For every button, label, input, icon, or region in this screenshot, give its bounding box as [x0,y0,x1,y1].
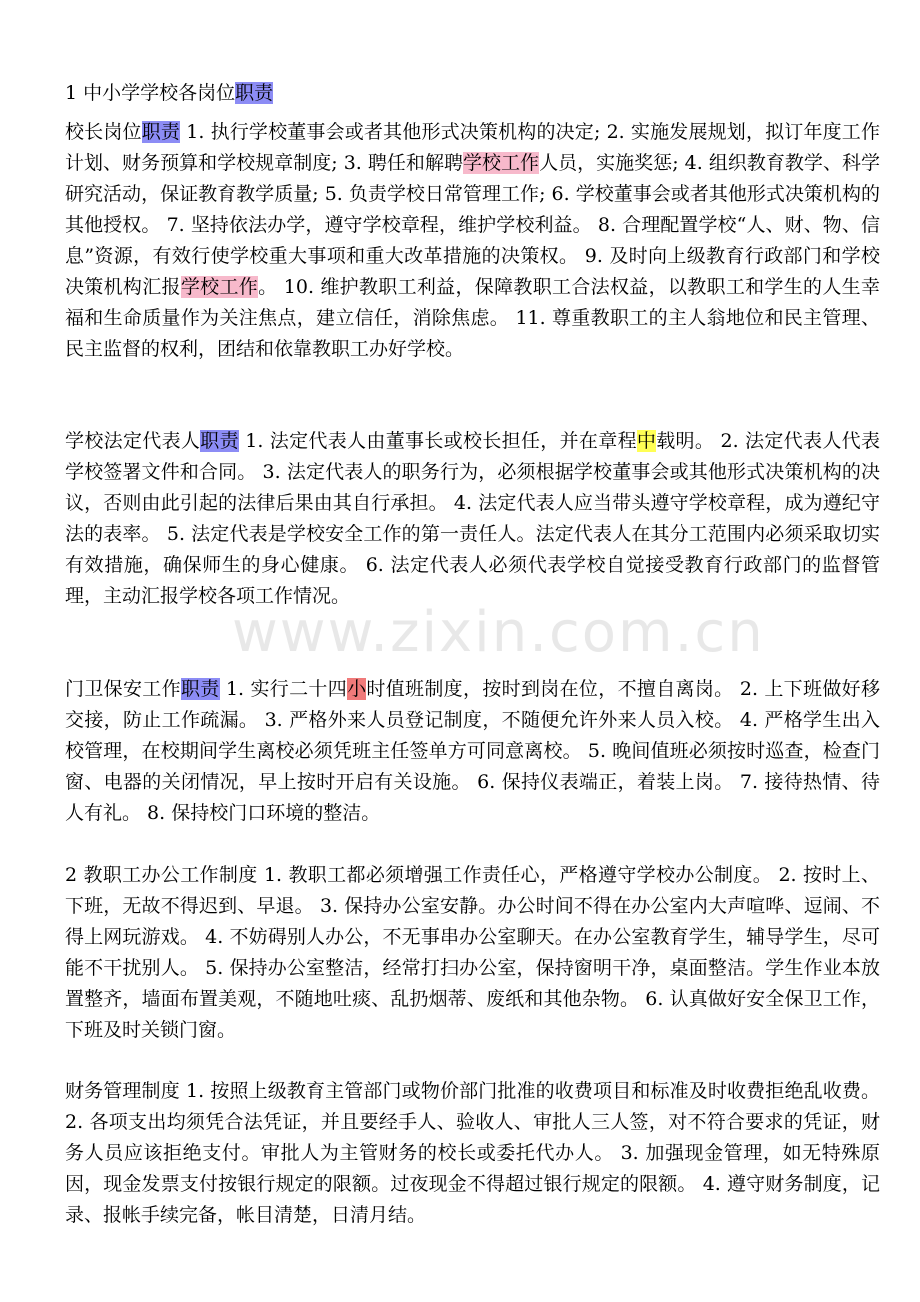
guard-highlight: 职责 [180,678,220,700]
heading-text: 中小学学校各岗位 [83,82,236,104]
guard-lead: 门卫保安工作 [65,678,181,700]
heading-number: 1 [65,82,78,104]
legal-rep-highlight: 职责 [200,430,239,452]
principal-text-2: 人员，实施奖惩; 4. 组织教育教学、科学研究活动，保证教育教学质量; 5. 负责学校日常管理工作; 6. 学校董事会或者其他形式决策机构的其他授权。 7. 坚持依法办学，遵守学校章程，维护学校利益。 8. 合理配置学校“人、财、物、信息”资源，有效行使学校重大事项和重大改革措施的决策权。 9. 及时向上级教育行政部门和学校决策机构汇报 [65,152,880,298]
principal-lead: 校长岗位 [65,121,142,143]
heading-highlight: 职责 [235,82,274,104]
principal-highlight: 职责 [141,121,181,143]
legal-rep-highlight-zhong: 中 [636,430,657,452]
watermark: www.zixin.com.cn [232,600,765,665]
legal-rep-lead: 学校法定代表人 [65,430,201,452]
finance-rules-paragraph: 财务管理制度 1. 按照上级教育主管部门或物价部门批准的收费项目和标准及时收费拒绝乱收费。 2. 各项支出均须凭合法凭证，并且要经手人、验收人、审批人三人签，对不符合要求的凭证，财务人员应该拒绝支付。审批人为主管财务的校长或委托代办人。 3. 加强现金管理，如无特殊原因，现金发票支付按银行规定的限额。过夜现金不得超过银行规定的限额。 4. 遵守财务制度，记录、报帐手续完备，帐目清楚，日清月结。 [65,1080,880,1226]
principal-text-3: 。 10. 维护教职工利益，保障教职工合法权益，以教职工和学生的人生幸福和生命质量作为关注焦点，建立信任，消除焦虑。 11. 尊重教职工的主人翁地位和民主管理、民主监督的权利，团结和依靠教职工办好学校。 [65,276,880,360]
guard-highlight-xiao: 小 [347,678,367,700]
office-rules-paragraph: 2 教职工办公工作制度 1. 教职工都必须增强工作责任心，严格遵守学校办公制度。 2. 按时上、下班，无故不得迟到、早退。 3. 保持办公室安静。办公时间不得在办公室内大声喧哗、逗闹、不得上网玩游戏。 4. 不妨碍别人办公，不无事串办公室聊天。在办公室教育学生，辅导学生，尽可能不干扰别人。 5. 保持办公室整洁，经常打扫办公室，保持窗明干净，桌面整洁。学生作业本放置整齐，墙面布置美观，不随地吐痰、乱扔烟蒂、废纸和其他杂物。 6. 认真做好安全保卫工作，下班及时关锁门窗。 [65,864,880,1041]
principal-highlight-school-work-1: 学校工作 [463,152,540,174]
section-heading [65,78,880,109]
principal-highlight-school-work-2: 学校工作 [180,276,259,298]
guard-text-2: 时值班制度，按时到岗在位，不擅自离岗。 2. 上下班做好移交接，防止工作疏漏。 3. 严格外来人员登记制度，不随便允许外来人员入校。 4. 严格学生出入校管理，在校期间学生离校必须凭班主任签单方可同意离校。 5. 晚间值班必须按时巡查，检查门窗、电器的关闭情况，早上按时开启有关设施。 6. 保持仪表端正，着装上岗。 7. 接待热情、待人有礼。 8. 保持校门口环境的整洁。 [65,678,880,824]
guard-text-1: 1. 实行二十四 [219,678,348,700]
legal-rep-text-2: 载明。 2. 法定代表人代表学校签署文件和合同。 3. 法定代表人的职务行为，必须根据学校董事会或其他形式决策机构的决议，否则由此引起的法律后果由其自行承担。 4. 法定代表人应当带头遵守学校章程，成为遵纪守法的表率。 5. 法定代表是学校安全工作的第一责任人。法定代表人在其分工范围内必须采取切实有效措施，确保师生的身心健康。 6. 法定代表人必须代表学校自觉接受教育行政部门的监督管理，主动汇报学校各项工作情况。 [65,430,880,607]
legal-rep-text-1: 1. 法定代表人由董事长或校长担任，并在章程 [238,430,637,452]
legal-rep-duties-paragraph [65,426,880,612]
guard-duties-paragraph [65,674,880,829]
principal-duties-paragraph [65,117,880,365]
principal-text-1: 1. 执行学校董事会或者其他形式决策机构的决定; 2. 实施发展规划，拟订年度工作计划、财务预算和学校规章制度; 3. 聘任和解聘 [65,121,880,174]
